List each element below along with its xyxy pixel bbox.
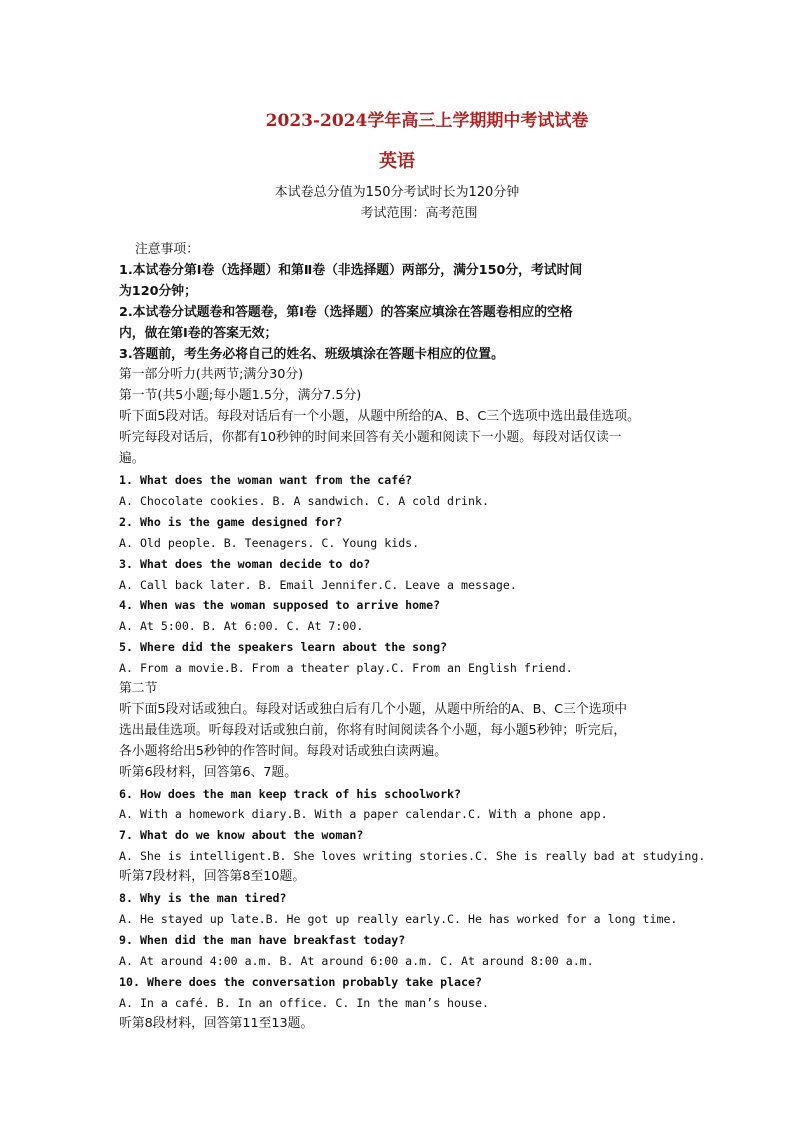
material-8-heading: 听第8段材料，回答第11至13题。: [119, 1015, 314, 1031]
subject-title: 英语: [379, 151, 415, 172]
note-3: 3.答题前，考生务必将自己的姓名、班级填涂在答题卡相应的位置。: [119, 346, 504, 362]
section1-instructions-a: 听下面5段对话。每段对话后有一个小题，从题中所给的A、B、C三个选项中选出最佳选项。: [119, 409, 640, 425]
note-2a: 2.本试卷分试题卷和答题卷，第Ⅰ卷（选择题）的答案应填涂在答题卷相应的空格: [119, 304, 573, 320]
options-7: A. She is intelligent.B. She loves writing stories.C. She is really bad at studying.: [119, 849, 706, 864]
options-3: A. Call back later. B. Email Jennifer.C. Leave a message.: [119, 577, 517, 592]
note-1a: 1.本试卷分第Ⅰ卷（选择题）和第Ⅱ卷（非选择题）两部分，满分150分，考试时间: [119, 262, 583, 278]
notes-heading: 注意事项：: [135, 242, 199, 257]
section2-instructions-a: 听下面5段对话或独白。每段对话或独白后有几个小题，从题中所给的A、B、C三个选项中: [119, 701, 628, 717]
section2-heading: 第二节: [119, 681, 158, 697]
options-5: A. From a movie.B. From a theater play.C. From an English friend.: [119, 661, 573, 676]
question-2: 2. Who is the game designed for?: [119, 514, 343, 529]
options-6: A. With a homework diary.B. With a paper calendar.C. With a phone app.: [119, 807, 608, 822]
question-4: 4. When was the woman supposed to arrive home?: [119, 598, 441, 613]
options-4: A. At 5:00. B. At 6:00. C. At 7:00.: [119, 619, 364, 634]
question-3: 3. What does the woman decide to do?: [119, 556, 371, 571]
question-10: 10. Where does the conversation probably take place?: [119, 974, 482, 989]
question-9: 9. When did the man have breakfast today?: [119, 932, 406, 947]
section2-instructions-c: 各小题将给出5秒钟的作答时间。每段对话或独白读两遍。: [119, 743, 448, 759]
section1-heading: 第一节(共5小题;每小题1.5分，满分7.5分): [119, 388, 362, 404]
section1-instructions-c: 遍。: [119, 451, 145, 467]
options-1: A. Chocolate cookies. B. A sandwich. C. A cold drink.: [119, 493, 489, 508]
section2-instructions-b: 选出最佳选项。听每段对话或独白前，你将有时间阅读各个小题，每小题5秒钟；听完后，: [119, 722, 627, 738]
question-6: 6. How does the man keep track of his schoolwork?: [119, 786, 462, 801]
material-7-heading: 听第7段材料，回答第8至10题。: [119, 869, 306, 885]
section1-instructions-b: 听完每段对话后，你都有10秒钟的时间来回答有关小题和阅读下一小题。每段对话仅读一: [119, 430, 622, 446]
material-6-heading: 听第6段材料，回答第6、7题。: [119, 764, 297, 780]
note-2b: 内，做在第Ⅰ卷的答案无效；: [119, 325, 278, 341]
score-info: 本试卷总分值为150分考试时长为120分钟: [274, 185, 520, 200]
scope-info: 考试范围：高考范围: [360, 206, 478, 221]
question-8: 8. Why is the man tired?: [119, 891, 287, 906]
exam-title: 2023-2024学年高三上学期期中考试试卷: [265, 111, 589, 131]
options-9: A. At around 4:00 a.m. B. At around 6:00 a.m. C. At around 8:00 a.m.: [119, 953, 594, 968]
question-5: 5. Where did the speakers learn about the song?: [119, 640, 448, 655]
note-1b: 为120分钟；: [119, 283, 197, 299]
options-8: A. He stayed up late.B. He got up really early.C. He has worked for a long time.: [119, 912, 678, 926]
question-1: 1. What does the woman want from the café?: [119, 472, 413, 487]
options-10: A. In a café. B. In an office. C. In the man’s house.: [119, 995, 489, 1010]
part1-heading: 第一部分听力(共两节;满分30分): [119, 367, 304, 383]
exam-content: [119, 240, 706, 1034]
options-2: A. Old people. B. Teenagers. C. Young kids.: [119, 535, 420, 550]
question-7: 7. What do we know about the woman?: [119, 828, 364, 843]
